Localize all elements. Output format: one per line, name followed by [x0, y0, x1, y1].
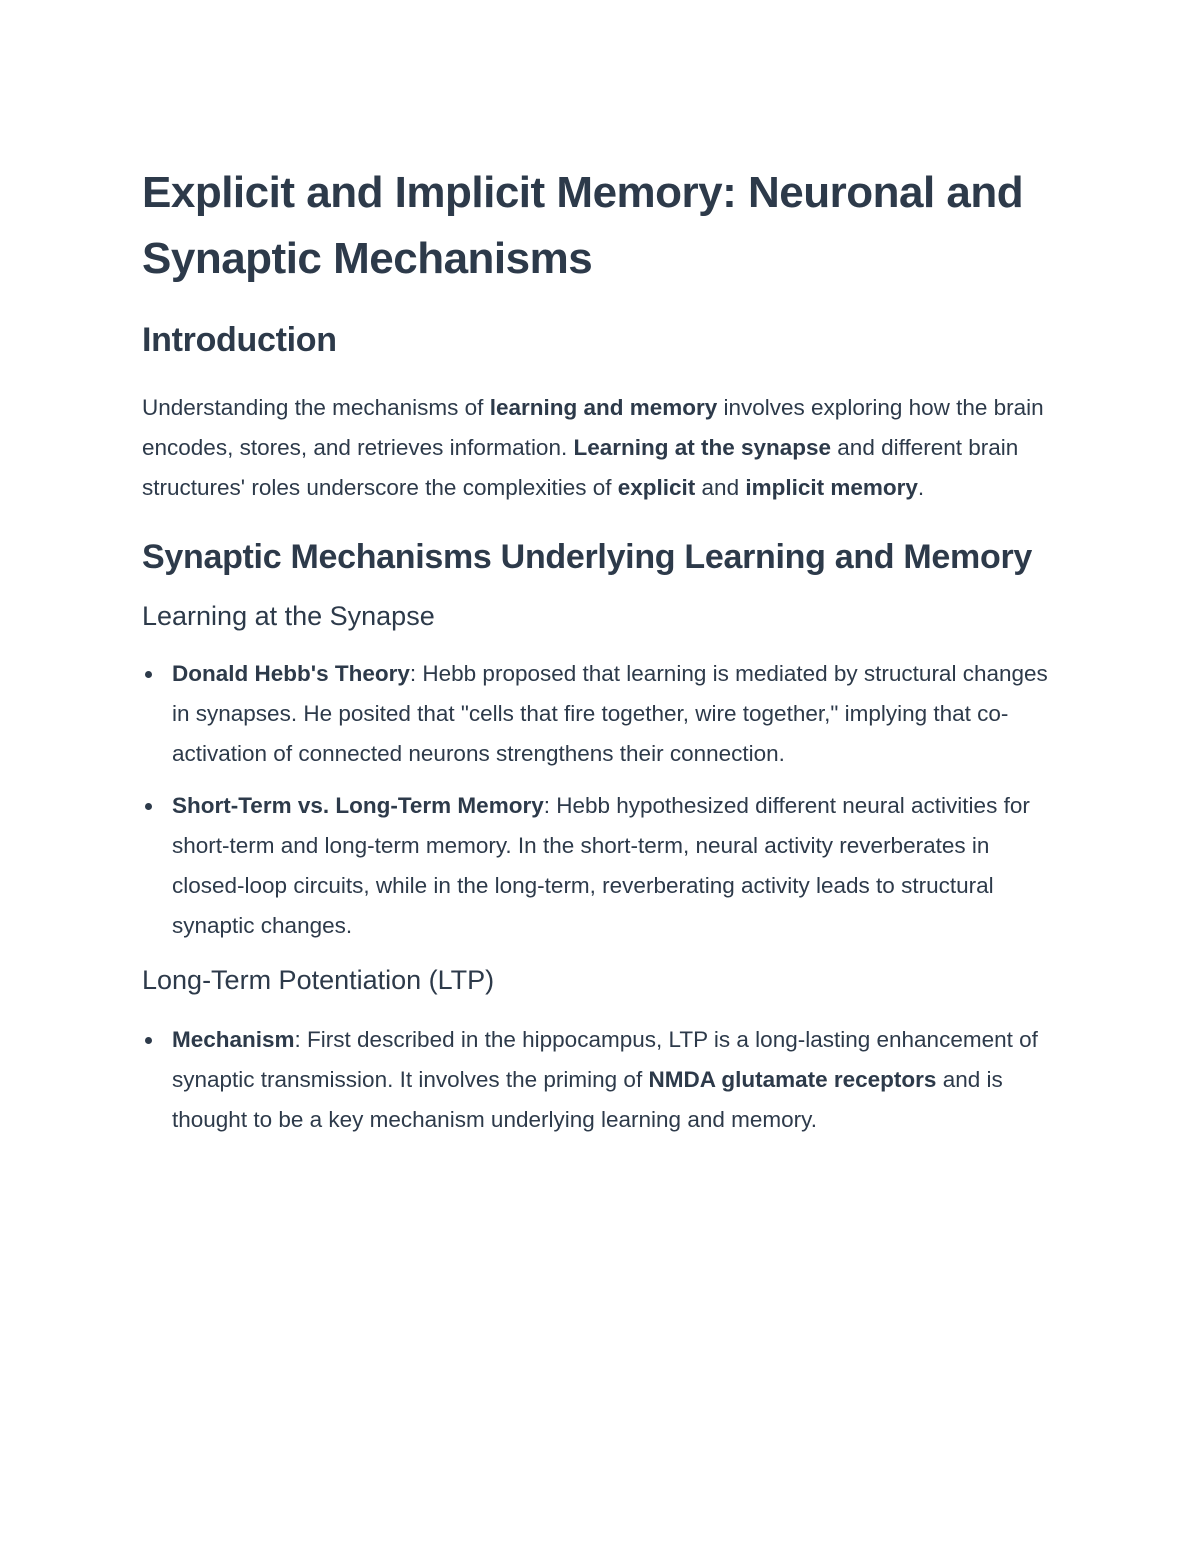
list-item-term: Mechanism: [172, 1027, 295, 1052]
intro-text-1: Understanding the mechanisms of: [142, 395, 490, 420]
intro-bold-explicit: explicit: [617, 475, 696, 500]
list-item: [142, 1020, 1060, 1140]
intro-text-3: and different brain structures' roles underscore the complexities of: [142, 435, 1019, 500]
intro-bold-implicit-memory: implicit memory: [745, 475, 918, 500]
intro-text-2: involves exploring how the brain encodes, stores, and retrieves information.: [142, 395, 1044, 460]
page-title: Explicit and Implicit Memory: Neuronal and Synaptic Mechanisms: [142, 168, 1024, 283]
ltp-list: [142, 1020, 1060, 1140]
list-item: [142, 654, 1060, 774]
intro-heading: Introduction: [142, 321, 337, 359]
document-page: [142, 160, 1060, 1152]
list-item-bold: NMDA glutamate receptors: [648, 1067, 937, 1092]
list-item-term: Short-Term vs. Long-Term Memory: [172, 793, 544, 818]
intro-bold-learning-memory: learning and memory: [489, 395, 718, 420]
intro-paragraph: [142, 388, 1060, 508]
list-item-text-end: and is thought to be a key mechanism underlying learning and memory.: [172, 1067, 1003, 1132]
learning-synapse-list: [142, 654, 1060, 946]
bullet-dot: [145, 803, 152, 810]
intro-text-5: .: [917, 475, 925, 500]
intro-bold-learning-synapse: Learning at the synapse: [573, 435, 832, 460]
list-item-term: Donald Hebb's Theory: [172, 661, 410, 686]
list-item: [142, 786, 1060, 946]
intro-text-4: and: [695, 475, 746, 500]
ltp-heading: Long-Term Potentiation (LTP): [142, 965, 495, 995]
learning-synapse-heading: Learning at the Synapse: [142, 601, 435, 631]
list-item-text: : Hebb proposed that learning is mediated by structural changes in synapses. He posited that "cells that fire together, wire together," implying that co-activation of connected neurons strengthens their connection.: [172, 661, 1048, 766]
bullet-dot: [145, 671, 152, 678]
list-item-text: : Hebb hypothesized different neural activities for short-term and long-term memory. In the short-term, neural activity reverberates in closed-loop circuits, while in the long-term, reverberating activity leads to structural synaptic changes.: [172, 793, 1030, 938]
synaptic-heading: Synaptic Mechanisms Underlying Learning and Memory: [142, 538, 1032, 576]
list-item-text: : First described in the hippocampus, LTP is a long-lasting enhancement of synaptic transmission. It involves the priming of: [172, 1027, 1038, 1092]
bullet-dot: [145, 1037, 152, 1044]
